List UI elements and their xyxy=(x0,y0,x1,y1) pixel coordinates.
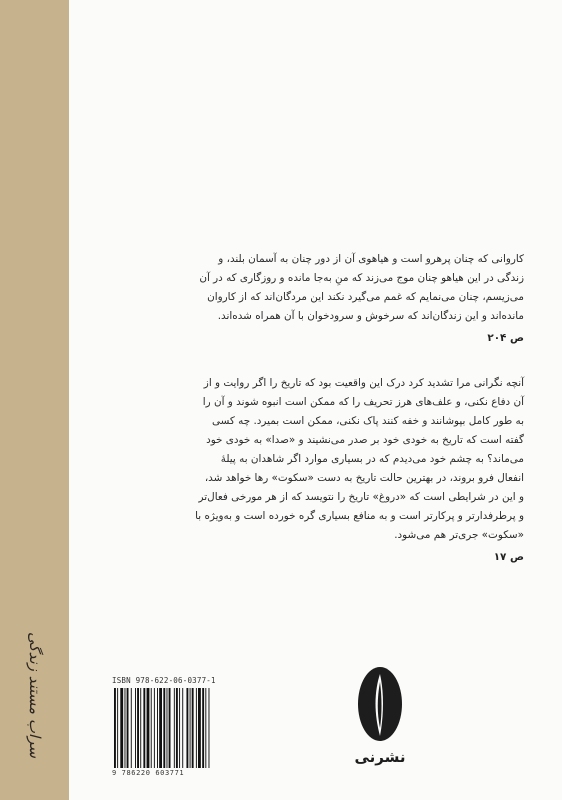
spine-title xyxy=(6,610,64,780)
quote-line: کاروانی که چنان پرهرو است و هیاهوی آن از دور چنان به آسمان بلند، و xyxy=(218,253,524,265)
quote-line: گفته است که تاریخ به خودی خود بر صدر می‌نشیند و «صدا» به خودی خود xyxy=(206,434,524,446)
quote-line: آنچه نگرانی مرا تشدید کرد درک این واقعیت بود که تاریخ را اگر روایت و از xyxy=(203,377,524,389)
quote-line: آن دفاع نکنی، و علف‌های هرز تحریف را که ممکن است انبوه شوند و آن را xyxy=(202,396,524,408)
quote-line: و پرطرفدارتر و پرکارتر است و به منافع بسیاری گره خورده است و به‌ویژه با xyxy=(195,510,524,522)
publisher-reed-icon xyxy=(354,664,406,744)
quote-page-ref: ص ۲۰۴ xyxy=(487,332,524,344)
publisher-logo xyxy=(352,664,408,780)
quote-line: انفعال فرو بروند، در بهترین حالت تاریخ به دست «سکوت» رها خواهد شد، xyxy=(204,472,524,484)
quote-line: «سکوت» جری‌تر هم می‌شود. xyxy=(394,529,524,541)
quote-block-1 xyxy=(108,250,524,348)
quote-line: به طور کامل بپوشانند و خفه کنند پاک نکنی، ممکن است بمیرد. چه کسی xyxy=(211,415,524,427)
book-spine xyxy=(0,0,69,800)
spine-title-text: سراب مستند زندگی xyxy=(26,632,45,758)
isbn-label: ISBN 978-622-06-0377-1 xyxy=(112,676,216,685)
quote-line: مانده‌اند و این زندگان‌اند که سرخوش و سرودخوان با آن همراه شده‌اند. xyxy=(217,310,524,322)
quote-page-ref: ص ۱۷ xyxy=(493,551,524,563)
quote-block-2 xyxy=(108,374,524,567)
barcode-digits: 9 786220 603771 xyxy=(112,769,185,777)
quote-line: می‌ماند؟ به چشم خود می‌دیدم که در بسیاری موارد اگر شاهدان به پیلهٔ xyxy=(220,453,524,465)
publisher-name: نشرنی xyxy=(354,748,406,766)
barcode-icon xyxy=(112,688,240,768)
isbn-barcode-area xyxy=(112,676,242,788)
quote-line: و این در شرایطی است که «دروغ» تاریخ را نتویسد که از هر مورخی فعال‌تر xyxy=(198,491,524,503)
quote-line: زندگی در این هیاهو چنان موج می‌زند که منِ به‌جا مانده و روزگاری که در آن xyxy=(199,272,524,284)
quote-line: می‌زیسم، چنان می‌نمایم که غمم می‌گیرد نکند این مردگان‌اند که از کاروان xyxy=(207,291,524,303)
